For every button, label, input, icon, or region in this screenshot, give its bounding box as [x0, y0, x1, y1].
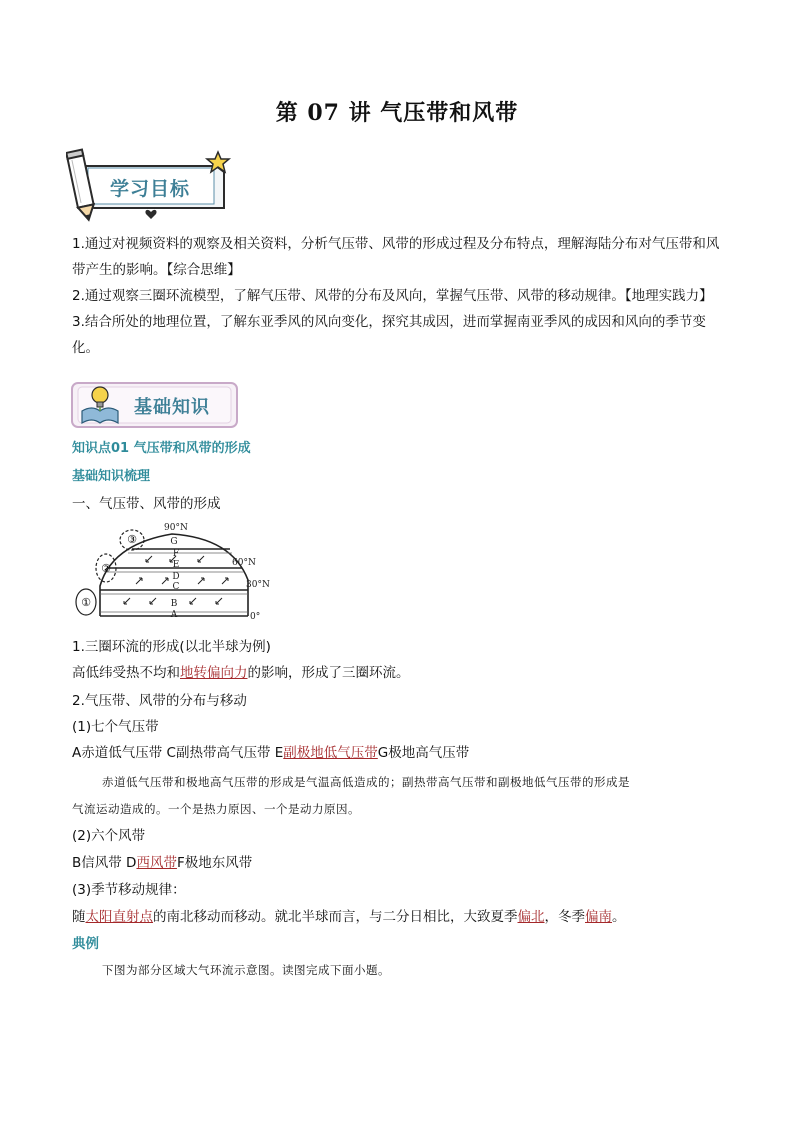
- cell-number-3: ③: [127, 533, 137, 546]
- subpolar-low-answer: 副极地低气压带: [283, 745, 378, 761]
- seasonal-p3: ，冬季: [544, 909, 585, 925]
- seasonal-rule-line: [72, 906, 626, 928]
- wind-belts-line: [72, 852, 252, 874]
- wind-belts-f: F极地东风带: [176, 855, 253, 871]
- item-1-title: 1.三圈环流的形成(以北半球为例): [72, 639, 271, 655]
- pressure-belts-line: [72, 742, 469, 764]
- summer-north-answer: 偏北: [517, 909, 545, 925]
- objective-1: 1.通过对视频资料的观察及相关资料，分析气压带、风带的形成过程及分布特点，理解海陆分布对气压带和风带产生的影响。【综合思维】: [72, 236, 720, 278]
- winter-south-answer: 偏南: [585, 909, 612, 925]
- zone-letter-f: F: [172, 549, 180, 559]
- learning-objectives-banner: [66, 148, 236, 223]
- pressure-belts-g: G极地高气压带: [377, 745, 470, 761]
- lat-label-60n: 60°N: [232, 558, 256, 568]
- basics-review-label: 基础知识梳理: [72, 469, 151, 484]
- cell-number-2: ②: [101, 562, 111, 575]
- pressure-belts-a: A赤道低气压带 C副热带高气压带 E: [72, 745, 284, 761]
- coriolis-answer: 地转偏向力: [180, 665, 248, 681]
- zone-letter-d: D: [172, 572, 180, 582]
- three-cell-circulation-diagram: [72, 520, 272, 624]
- lat-label-90n: 90°N: [164, 523, 188, 533]
- zone-letter-b: B: [170, 599, 178, 609]
- seasonal-p2: 的南北移动而移动。就北半球而言，与二分日相比，大致夏季: [153, 909, 518, 925]
- pressure-note-1: 赤道低气压带和极地高气压带的形成是气温高低造成的；副热带高气压带和副极地低气压带的形成是: [102, 775, 630, 789]
- wind-belts-b: B信风带 D: [72, 855, 137, 871]
- sub-2-title: (2)六个风带: [72, 828, 146, 844]
- knowledge-point-title: 知识点01 气压带和风带的形成: [72, 441, 251, 456]
- page-title: 第 07 讲 气压带和风带: [275, 100, 519, 126]
- item-1-text-pre: 高低纬受热不均和: [72, 665, 180, 681]
- direct-sun-answer: 太阳直射点: [85, 909, 153, 925]
- zone-letter-e: E: [172, 560, 180, 570]
- cell-number-1: ①: [81, 596, 91, 609]
- zone-letter-g: G: [170, 537, 178, 547]
- banner-label-basics: 基础知识: [134, 397, 210, 418]
- seasonal-p4: 。: [612, 909, 626, 925]
- westerlies-answer: 西风带: [136, 855, 177, 871]
- item-2-title: 2.气压带、风带的分布与移动: [72, 693, 247, 709]
- example-text: 下图为部分区域大气环流示意图。读图完成下面小题。: [102, 963, 390, 977]
- section-1-title: 一、气压带、风带的形成: [72, 496, 221, 512]
- objective-2: 2.通过观察三圈环流模型，了解气压带、风带的分布及风向，掌握气压带、风带的移动规律。【地理实践力】: [72, 288, 713, 304]
- basic-knowledge-banner: [70, 377, 245, 432]
- sub-1-title: (1)七个气压带: [72, 719, 159, 735]
- lat-label-30n: 30°N: [246, 580, 270, 590]
- lat-label-0: 0°: [250, 612, 261, 622]
- objective-3: 3.结合所处的地理位置，了解东亚季风的风向变化，探究其成因，进而掌握南亚季风的成因和风向的季节变化。: [72, 314, 706, 356]
- item-1-text-post: 的影响，形成了三圈环流。: [247, 665, 410, 681]
- zone-letter-a: A: [170, 610, 178, 620]
- banner-label-objectives: 学习目标: [110, 178, 191, 200]
- sub-3-title: (3)季节移动规律：: [72, 882, 186, 898]
- example-label: 典例: [72, 936, 99, 952]
- zone-letter-c: C: [172, 582, 180, 592]
- pressure-note-2: 气流运动造成的。一个是热力原因、一个是动力原因。: [72, 802, 360, 816]
- seasonal-p1: 随: [72, 909, 86, 925]
- item-1-text: [72, 662, 410, 684]
